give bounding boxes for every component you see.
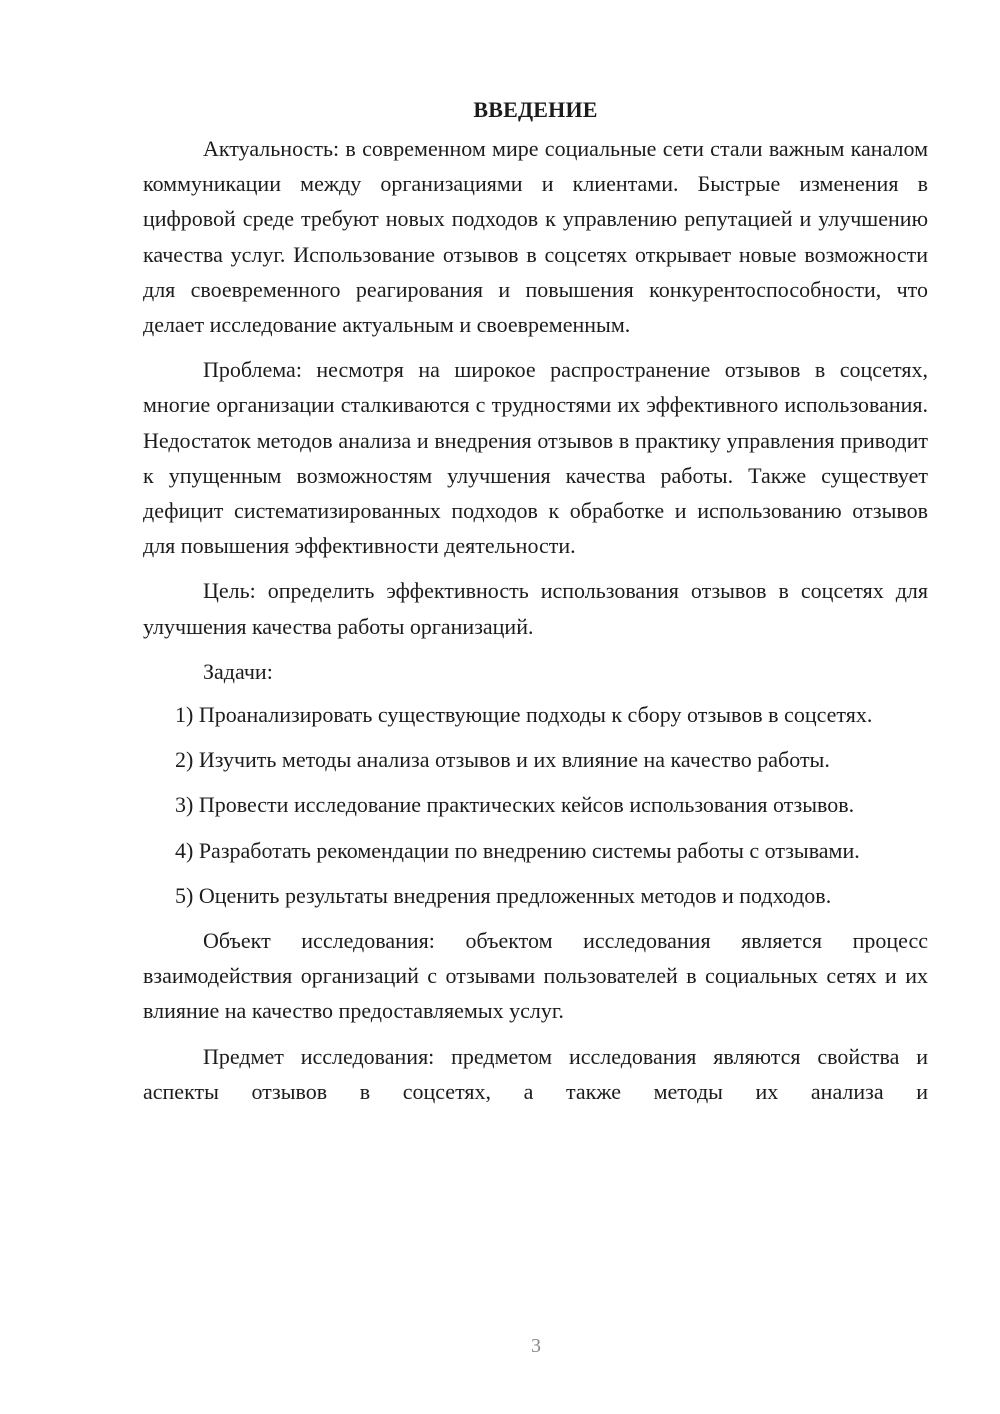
paragraph-subject: Предмет исследования: предметом исследования являются свойства и аспекты отзывов в соцсетях, а также методы их анализа и — [143, 1043, 928, 1104]
task-item-1: 1) Проанализировать существующие подходы к сбору отзывов в соцсетях. — [175, 702, 873, 728]
tasks-heading: Задачи: — [203, 658, 273, 684]
paragraph-problem: Проблема: несмотря на широкое распространение отзывов в соцсетях, многие организации сталкиваются с трудностями их эффективного использования. Недостаток методов анализа и внедрения отзывов в практику управления приводит к упущенным возможностям улучшения качества работы. Также существует дефицит систематизированных подходов к обработке и использованию отзывов для повышения эффективности деятельности. — [143, 357, 928, 559]
paragraph-goal: Цель: определить эффективность использования отзывов в соцсетях для улучшения качества работы организаций. — [143, 578, 928, 639]
task-item-3: 3) Провести исследование практических кейсов использования отзывов. — [175, 792, 855, 818]
paragraph-object: Объект исследования: объектом исследования является процесс взаимодействия организаций с отзывами пользователей в социальных сетях и их влияние на качество предоставляемых услуг. — [143, 928, 928, 1024]
section-title: ВВЕДЕНИЕ — [473, 97, 598, 122]
document-page — [143, 92, 928, 1119]
page-number: 3 — [531, 1335, 541, 1357]
paragraph-relevance: Актуальность: в современном мире социальные сети стали важным каналом коммуникации между организациями и клиентами. Быстрые изменения в цифровой среде требуют новых подходов к управлению репутацией и улучшению качества услуг. Использование отзывов в соцсетях открывает новые возможности для своевременного реагирования и повышения конкурентоспособности, что делает исследование актуальным и своевременным. — [143, 136, 928, 338]
task-item-2: 2) Изучить методы анализа отзывов и их влияние на качество работы. — [175, 747, 830, 773]
task-item-5: 5) Оценить результаты внедрения предложенных методов и подходов. — [175, 882, 832, 908]
task-item-4: 4) Разработать рекомендации по внедрению системы работы с отзывами. — [175, 837, 860, 863]
